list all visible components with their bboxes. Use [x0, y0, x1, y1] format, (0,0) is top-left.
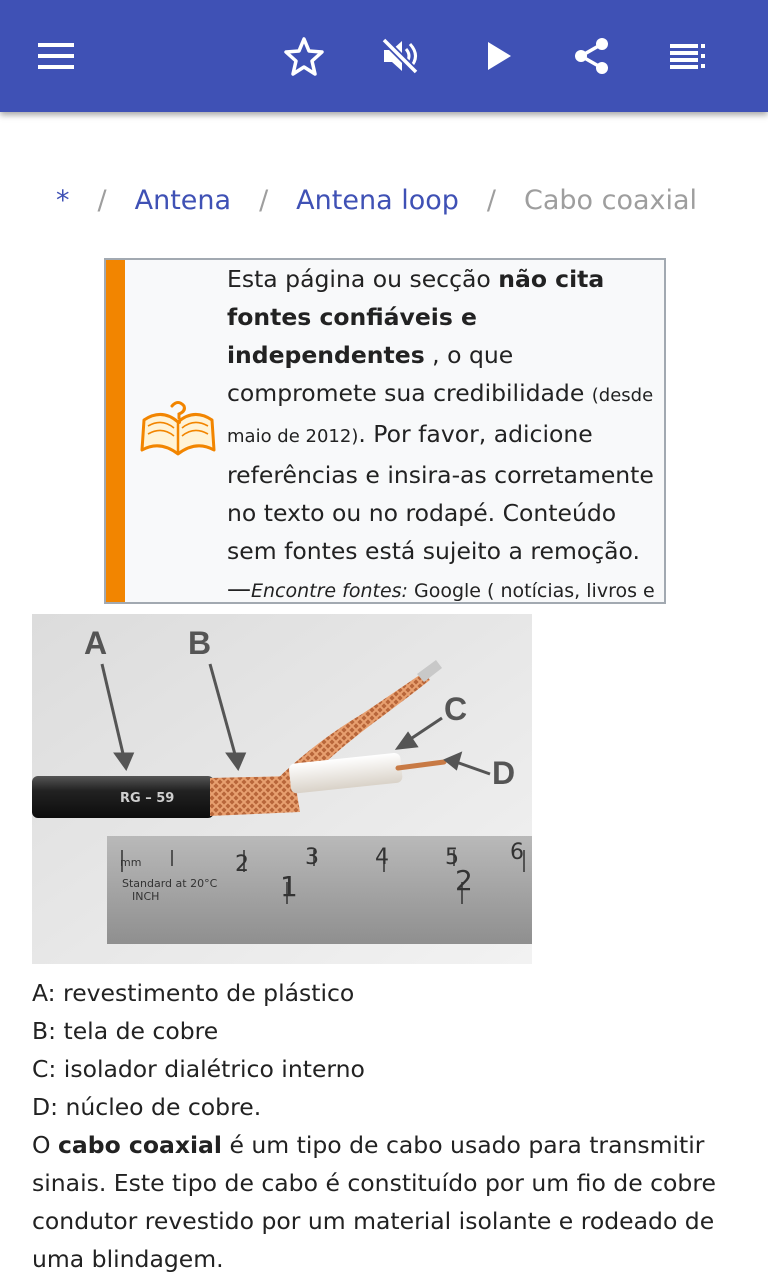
breadcrumb-separator: / [259, 184, 269, 216]
menu-button[interactable] [28, 28, 84, 84]
article-paragraph [32, 1126, 722, 1278]
paragraph-rest: é um tipo de cabo usado para transmitir sinais. Este tipo de cabo é constituído por um fio de cobre condutor revestido por um material isolante e rodeado de uma blindagem. [32, 1131, 716, 1273]
paragraph-start: O [32, 1131, 58, 1159]
volume-off-icon [380, 36, 420, 76]
svg-text:2: 2 [455, 864, 473, 897]
svg-text:6: 6 [510, 840, 524, 865]
book-question-icon [138, 398, 218, 462]
ruler-mm-label: mm [120, 856, 142, 869]
breadcrumb [56, 180, 697, 220]
svg-text:3: 3 [305, 845, 319, 870]
table-of-contents-icon [668, 36, 708, 76]
google-text: Google ( [407, 580, 501, 602]
play-icon [478, 36, 518, 76]
notice-text-part: Esta página ou secção [227, 265, 499, 293]
notice-date: (desde maio de 2012) [227, 385, 654, 447]
news-link[interactable]: notícias [500, 580, 575, 602]
svg-text:5: 5 [445, 845, 459, 870]
svg-text:2: 2 [235, 852, 249, 877]
mute-button[interactable] [372, 28, 428, 84]
coaxial-cable-image[interactable] [32, 614, 532, 964]
star-outline-icon [284, 36, 324, 76]
comma-text: , [574, 580, 587, 602]
coaxial-cable-illustration [32, 614, 532, 964]
image-label-a: A [84, 625, 108, 661]
ruler-inch-label: INCH [132, 890, 160, 903]
svg-text:1: 1 [280, 870, 298, 903]
cable-print-text: RG – 59 [120, 791, 175, 806]
and-text: e [637, 580, 655, 602]
breadcrumb-current: Cabo coaxial [523, 184, 698, 216]
article-content [32, 974, 722, 1278]
legend-item-d: D: núcleo de cobre. [32, 1093, 262, 1121]
notice-accent-bar [106, 260, 125, 602]
image-label-c: C [444, 691, 468, 727]
svg-text:4: 4 [375, 845, 389, 870]
image-label-d: D [492, 755, 516, 791]
notice-dash: — [227, 575, 251, 603]
breadcrumb-item-antena[interactable]: Antena [134, 184, 232, 216]
share-button[interactable] [564, 28, 620, 84]
play-button[interactable] [470, 28, 526, 84]
breadcrumb-item-antena-loop[interactable]: Antena loop [296, 184, 459, 216]
find-sources-label: Encontre fontes: [251, 580, 408, 602]
legend-item-a: A: revestimento de plástico [32, 979, 355, 1007]
sources-notice-box [104, 258, 666, 604]
legend-item-c: C: isolador dialétrico interno [32, 1055, 365, 1083]
books-link[interactable]: livros [586, 580, 637, 602]
breadcrumb-home-link[interactable]: * [56, 184, 70, 216]
table-of-contents-button[interactable] [660, 28, 716, 84]
breadcrumb-separator: / [97, 184, 107, 216]
notice-text-part: . Por favor, adicione referências e insira-as corretamente no texto ou no rodapé. Conteúdo sem fontes está sujeito a remoção. [227, 420, 654, 565]
legend-item-b: B: tela de cobre [32, 1017, 219, 1045]
paragraph-bold-term: cabo coaxial [57, 1131, 222, 1159]
image-label-b: B [188, 625, 212, 661]
breadcrumb-separator: / [486, 184, 496, 216]
notice-text-part: , o que compromete sua credibilidade [227, 341, 592, 407]
menu-icon [36, 36, 76, 76]
notice-text [227, 260, 663, 648]
app-toolbar [0, 0, 768, 112]
bookmark-button[interactable] [276, 28, 332, 84]
ruler-standard-label: Standard at 20°C [122, 877, 218, 890]
share-icon [572, 36, 612, 76]
notice-bold-text: não cita fontes confiáveis e independentes [227, 265, 605, 369]
